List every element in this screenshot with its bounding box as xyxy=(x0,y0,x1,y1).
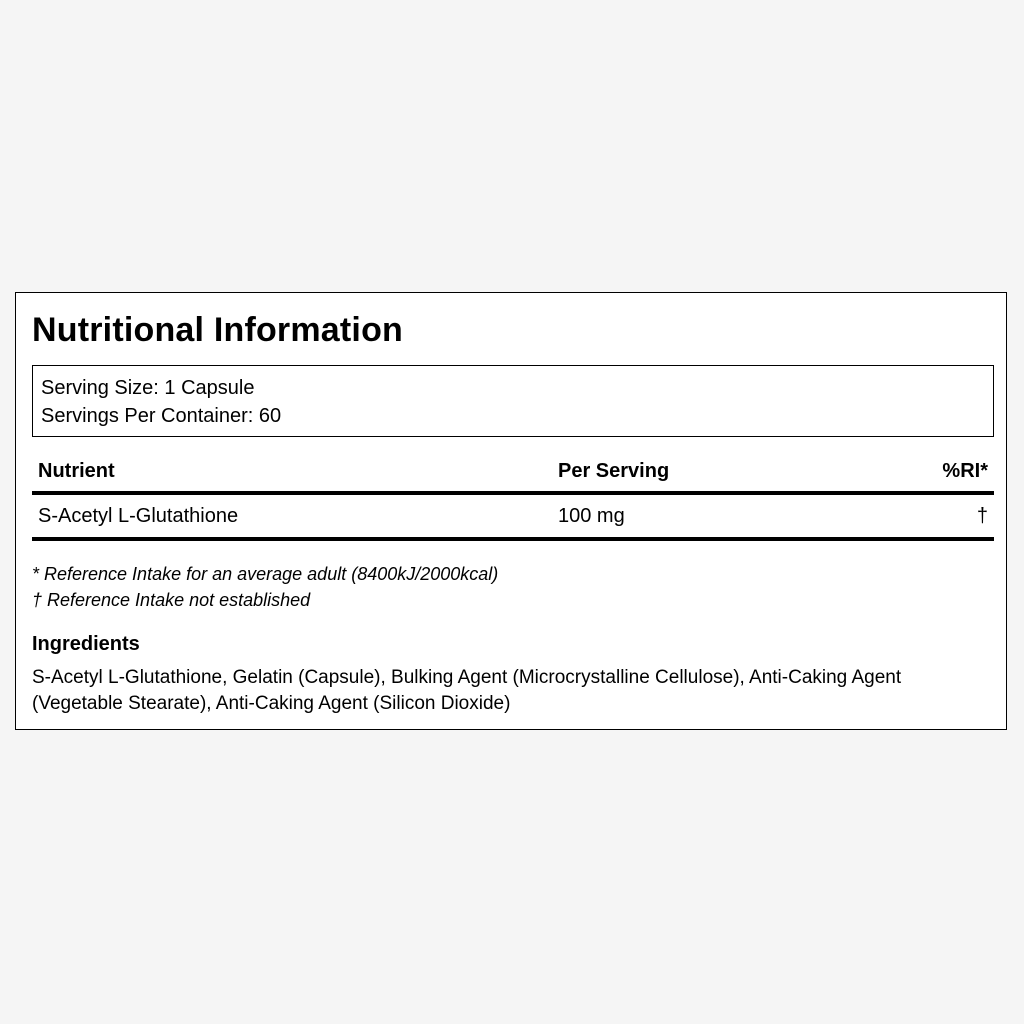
footnote-reference-intake: * Reference Intake for an average adult (8400kJ/2000kcal) xyxy=(32,564,499,584)
table-row xyxy=(32,495,994,537)
row-ri: † xyxy=(976,505,988,527)
header-ri: %RI* xyxy=(942,460,988,482)
footnote-not-established: † Reference Intake not established xyxy=(32,590,311,610)
ingredients-heading: Ingredients xyxy=(32,633,140,655)
footnotes xyxy=(32,561,498,613)
nutrient-table xyxy=(32,451,994,541)
row-nutrient: S-Acetyl L-Glutathione xyxy=(38,505,239,527)
servings-per-container: Servings Per Container: 60 xyxy=(41,405,282,427)
header-nutrient: Nutrient xyxy=(38,460,115,482)
header-per-serving: Per Serving xyxy=(558,460,670,482)
panel-title: Nutritional Information xyxy=(32,311,404,349)
serving-info-box xyxy=(32,365,994,437)
row-per-serving: 100 mg xyxy=(558,505,625,527)
table-header-row xyxy=(32,451,994,491)
ingredients-list: S-Acetyl L-Glutathione, Gelatin (Capsule), Bulking Agent (Microcrystalline Cellulose), Anti-Caking Agent (Vegetable Stearate), Anti-Caking Agent (Silicon Dioxide) xyxy=(32,667,902,714)
table-bottom-divider xyxy=(32,537,994,541)
nutrition-panel xyxy=(15,292,1007,730)
serving-size: Serving Size: 1 Capsule xyxy=(41,377,255,399)
